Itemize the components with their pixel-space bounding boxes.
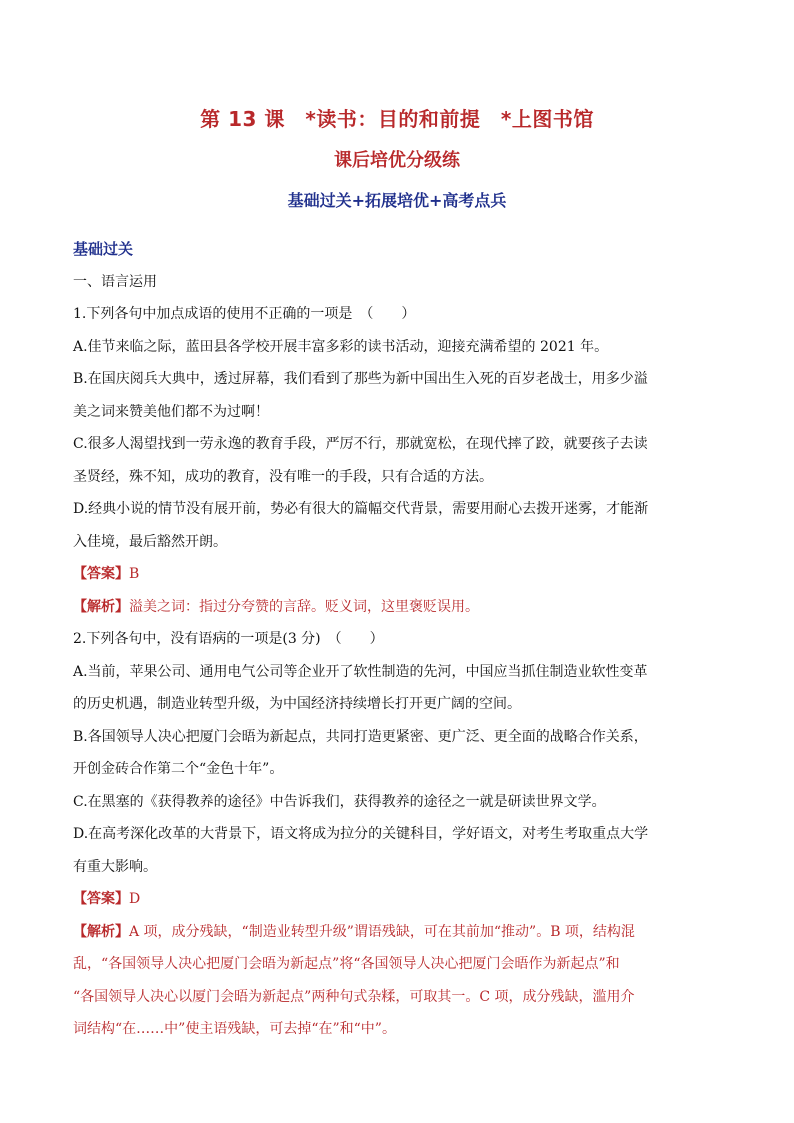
question-2 xyxy=(73,623,723,1046)
analysis-tag: 【解析】 xyxy=(73,598,129,615)
analysis-text-continued: “各国领导人决心以厦门会晤为新起点”两种句式杂糅，可取其一。C 项，成分残缺，滥用介 xyxy=(73,988,635,1005)
part-heading: 一、语言运用 xyxy=(73,273,157,290)
analysis-line xyxy=(73,591,723,624)
section-heading: 基础过关 xyxy=(73,240,134,258)
question-stem: 1.下列各句中加点成语的使用不正确的一项是 （ ） xyxy=(73,306,416,322)
answer-value: B xyxy=(129,566,140,582)
answer-value: D xyxy=(129,891,141,907)
option-c: C.很多人渴望找到一劳永逸的教育手段，严厉不行，那就宽松，在现代摔了跤，就要孩子去读 xyxy=(73,436,648,452)
worksheet-body xyxy=(73,233,723,1046)
analysis-text-continued: 乱，“各国领导人决心把厦门会晤为新起点”将“各国领导人决心把厦门会晤作为新起点”和 xyxy=(73,956,620,972)
lesson-title: 第 13 课 *读书：目的和前提 *上图书馆 xyxy=(200,107,594,131)
option-a-continued: 的历史机遇，制造业转型升级，为中国经济持续增长打开更广阔的空间。 xyxy=(73,696,521,712)
series-label: 基础过关+拓展培优+高考点兵 xyxy=(287,191,507,210)
option-d: D.经典小说的情节没有展开前，势必有很大的篇幅交代背景，需要用耐心去拨开迷雾，才能渐 xyxy=(73,501,649,517)
option-b: B.各国领导人决心把厦门会晤为新起点，共同打造更紧密、更广泛、更全面的战略合作关系， xyxy=(73,728,648,745)
question-stem: 2.下列各句中，没有语病的一项是(3 分) （ ） xyxy=(73,631,384,647)
analysis-text-continued: 词结构“在……中”使主语残缺，可去掉“在”和“中”。 xyxy=(73,1021,396,1037)
option-c: C.在黑塞的《获得教养的途径》中告诉我们，获得教养的途径之一就是研读世界文学。 xyxy=(73,793,606,810)
question-1 xyxy=(73,298,723,623)
option-b-continued: 开创金砖合作第二个“金色十年”。 xyxy=(73,761,284,777)
option-b: B.在国庆阅兵大典中，透过屏幕，我们看到了那些为新中国出生入死的百岁老战士，用多少溢 xyxy=(73,371,648,387)
analysis-text: A 项，成分残缺，“制造业转型升级”谓语残缺，可在其前加“推动”。B 项，结构混 xyxy=(129,923,635,940)
option-d: D.在高考深化改革的大背景下，语文将成为拉分的关键科目，学好语文，对考生考取重点大学 xyxy=(73,826,649,842)
answer-tag: 【答案】 xyxy=(73,566,129,582)
option-a: A.佳节来临之际，蓝田县各学校开展丰富多彩的读书活动，迎接充满希望的 2021 年。 xyxy=(73,338,609,355)
analysis-text: 溢美之词：指过分夸赞的言辞。贬义词，这里褒贬误用。 xyxy=(129,598,479,615)
option-d-continued: 有重大影响。 xyxy=(73,858,157,875)
analysis-line xyxy=(73,916,723,949)
lesson-subtitle: 课后培优分级练 xyxy=(334,150,460,171)
option-c-continued: 圣贤经，殊不知，成功的教育，没有唯一的手段，只有合适的方法。 xyxy=(73,468,493,485)
option-a: A.当前，苹果公司、通用电气公司等企业开了软性制造的先河，中国应当抓住制造业软性变革 xyxy=(73,663,648,680)
option-d-continued: 入佳境，最后豁然开朗。 xyxy=(73,533,227,550)
option-b-continued: 美之词来赞美他们都不为过啊！ xyxy=(73,403,269,420)
answer-line xyxy=(73,558,723,591)
answer-tag: 【答案】 xyxy=(73,891,129,907)
analysis-tag: 【解析】 xyxy=(73,923,129,940)
answer-line xyxy=(73,883,723,916)
